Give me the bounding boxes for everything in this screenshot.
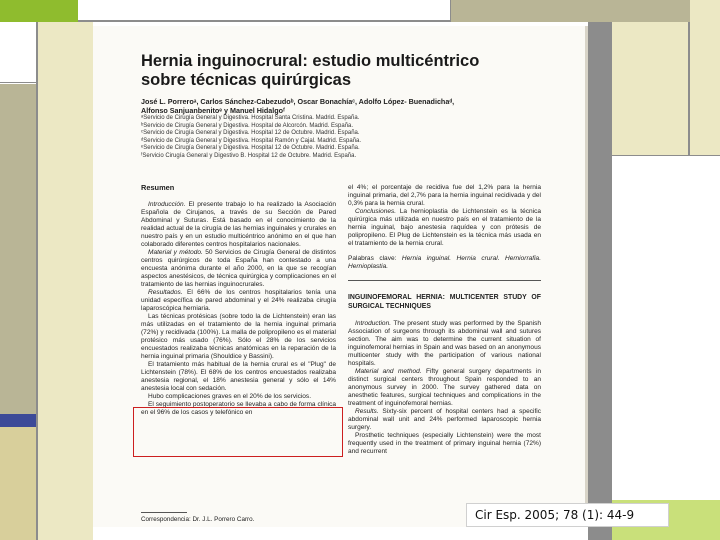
en-results-text: Sixty-six percent of hospital centers had a specific abdominal wall unit and 24% performed laparoscopic hernia surgery.: [348, 408, 541, 432]
affiliation-c: ᶜServicio de Cirugía General y Digestiva. Hospital 12 de Octubre. Madrid. España.: [141, 130, 360, 137]
affiliation-f: ᶠServicio Cirugía General y Digestivo B. Hospital 12 de Octubre. Madrid. España.: [141, 152, 357, 159]
material-label: Material y método.: [148, 249, 203, 257]
en-intro-label: Introduction.: [355, 319, 392, 327]
right-gray-bar: [588, 22, 612, 540]
english-material: [348, 368, 541, 408]
affiliation-a: ᵃServicio de Cirugía General y Digestiva. Hospital Santa Cristina. Madrid. España.: [141, 115, 360, 121]
results-text: El 66% de los centros hospitalarios tenía una unidad específica de pared abdominal y el 24% realizaba cirugía laparoscópica herniaria.: [141, 289, 336, 313]
affiliation-d: ᵈServicio de Cirugía General y Digestiva. Hospital Ramón y Cajal. Madrid. España.: [141, 137, 362, 144]
conclusions-text: La hernioplastia de Lichtenstein es la técnica quirúrgica más utilizada en nuestro país en el tratamiento de la hernia inguinal, bajo anestesia raquídea y con prótesis de polipropileno. El Plug de Lichtenstein es la técnica más usada en el tratamiento de la hernia crural.: [348, 208, 541, 248]
left-blue-strip: [0, 414, 36, 427]
keywords-text: Hernia inguinal. Hernia crural. Herniorrafia. Hernioplastia.: [348, 255, 542, 271]
section-divider: [348, 280, 541, 281]
title-line-2: sobre técnicas quirúrgicas: [141, 71, 351, 89]
en-intro-text: The present study was performed by the Spanish Association of surgeons through its abdominal wall and sutures section. The aim was to determine the current situation of inguinofemoral hernias in Spain and was based on an anonymous multicenter study with the participation of various national hospitals.: [348, 319, 541, 368]
en-material-label: Material and method.: [355, 368, 422, 376]
resumen-column: [141, 184, 336, 417]
affiliation-b: ᵇServicio de Cirugía General y Digestiva. Hospital de Alcorcón. Madrid. España.: [141, 122, 354, 129]
citation-label: Cir Esp. 2005; 78 (1): 44-9: [466, 503, 669, 527]
top-right-pale-block: [690, 0, 720, 22]
top-right-olive-block: [450, 0, 691, 22]
material-text: 50 Servicios de Cirugía General de distintos centros quirúrgicos de toda España han contestado a una encuesta anónima durante el año 2000, en la que se recogían aspectos anestésicos, de técnica quirúrgica y complicaciones en el tratamiento de las hernias inguinocrurales.: [141, 249, 336, 289]
affiliation-e: ᵉServicio de Cirugía General y Digestiva. Hospital 12 de Octubre. Madrid. España.: [141, 145, 360, 152]
english-heading: INGUINOFEMORAL HERNIA: MULTICENTER STUDY OF SURGICAL TECHNIQUES: [348, 294, 541, 310]
resumen-heading: Resumen: [141, 183, 175, 192]
author-list: [141, 97, 561, 115]
left-white-block: [0, 22, 36, 83]
resumen-paragraph-followup: El seguimiento postoperatorio se llevaba a cabo de forma clínica en el 96% de los casos y telefónico en: [141, 401, 336, 417]
right-column: [348, 184, 541, 456]
left-olive-block: [0, 84, 36, 414]
resumen-continued: el 4%; el porcentaje de recidiva fue del 1,2% para la hernia inguinal primaria, del 2,7% para la hernia inguinal recidivada y del 0,3% para la hernia crural.: [348, 184, 541, 208]
intro-text: El presente trabajo lo ha realizado la Asociación Española de Cirujanos, a través de su Sección de Pared Abdominal y Suturas. Está basado en el conocimiento de la realidad actual de la cirugía de las hernias inguinales y crurales en nuestro país y en un estudio multicéntrico anónimo en el que han colaborado diferentes centros hospitalarios nacionales.: [141, 201, 336, 249]
footnote-rule: [141, 512, 187, 513]
affiliations: [141, 115, 561, 161]
authors-line-2: Alfonso Sanjuanbenitoᵉ y Manuel Hidalgoᶠ: [141, 106, 285, 115]
resumen-paragraph-complications: Hubo complicaciones graves en el 20% de los servicios.: [148, 393, 312, 401]
conclusions-label: Conclusiones.: [355, 208, 397, 216]
page-shadow: [585, 26, 588, 527]
right-beige-panel: [612, 22, 720, 156]
left-inner-beige-block: [38, 22, 93, 540]
intro-label: Introducción.: [148, 201, 186, 209]
keywords-label: Palabras clave:: [348, 255, 397, 263]
left-beige-block: [0, 427, 36, 540]
article-title: [141, 52, 561, 90]
english-prosthetic: Prosthetic techniques (especially Lichtenstein) were the most frequently used in the treatment of primary inguinal hernia (72%) and recurrent: [348, 432, 541, 456]
resumen-results: [141, 289, 336, 313]
title-line-1: Hernia inguinocrural: estudio multicéntrico: [141, 52, 480, 70]
en-results-label: Results.: [355, 408, 379, 416]
right-pale-panel: [612, 156, 720, 540]
en-material-text: Fifty general surgery departments in distinct surgical centers throughout Spain responded to an anonymous survey in 2000. The survey gathered data on anesthetic features, surgical techniques and complications in the treatment of inguinofemoral hernias.: [348, 368, 541, 408]
resumen-introduction: [141, 201, 336, 249]
green-corner-block: [0, 0, 78, 22]
results-label: Resultados.: [148, 289, 183, 297]
right-vertical-rule: [688, 22, 690, 155]
keywords: [348, 255, 541, 271]
resumen-conclusions: [348, 208, 541, 248]
resumen-paragraph-techniques: Las técnicas protésicas (sobre todo la de Lichtenstein) eran las más utilizadas en el tratamiento de la hernia inguinal primaria (72%) y recidivada (100%). La malla de polipropileno es el material protésico más usado (76%). Sólo el 28% de los servicios encuestados realizaba técnicas anatómicas en la reparación de la hernia inguinal primaria (Shouldice y Bassini).: [141, 313, 336, 361]
correspondence-note: Correspondencia: Dr. J.L. Porrero Carro.: [141, 516, 255, 523]
authors-line-1: José L. Porreroᵃ, Carlos Sánchez-Cabezudoᵇ, Oscar Bonachíaᶜ, Adolfo López- Buenadichaᵈ,: [141, 97, 455, 106]
highlight-box: [133, 407, 343, 457]
resumen-material: [141, 249, 336, 289]
resumen-paragraph-crural: El tratamiento más habitual de la hernia crural es el "Plug" de Lichtenstein (78%). El 68% de los centros encuestados realizaba anestesia regional, el 18% anestesia general y sólo el 14% anestesia local con sedación.: [141, 361, 336, 393]
english-introduction: [348, 320, 541, 368]
english-results: [348, 408, 541, 432]
